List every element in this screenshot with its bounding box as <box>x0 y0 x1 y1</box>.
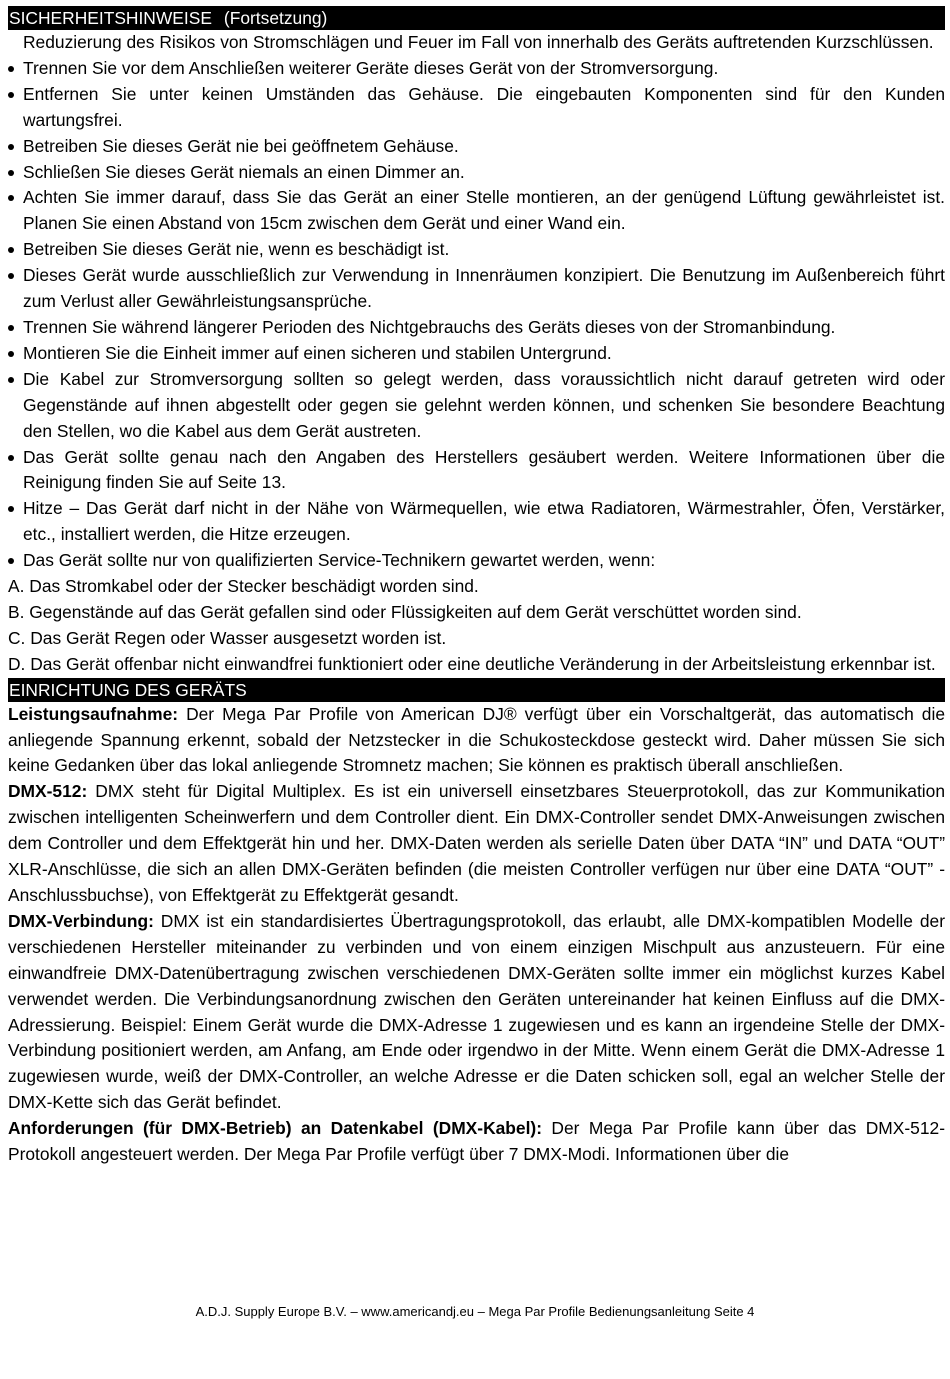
bullet-item: Montieren Sie die Einheit immer auf einen sicheren und stabilen Untergrund. <box>23 342 612 363</box>
paragraph-lead: DMX-512: <box>8 781 88 802</box>
condition-item: B. Gegenstände auf das Gerät gefallen sind oder Flüssigkeiten auf dem Gerät verschüttet worden sind. <box>8 601 802 622</box>
bullet-item: Die Kabel zur Stromversorgung sollten so gelegt werden, dass voraussichtlich nicht darauf getreten wird oder Gegenstände auf ihnen abgestellt oder gegen sie gelehnt werden können, und schenken Sie besondere Beachtung den Stellen, wo die Kabel aus dem Gerät austreten. <box>23 368 945 441</box>
bullet-item: Betreiben Sie dieses Gerät nie, wenn es beschädigt ist. <box>23 239 450 260</box>
bullet-item: Entfernen Sie unter keinen Umständen das Gehäuse. Die eingebauten Komponenten sind für den Kunden wartungsfrei. <box>23 83 945 130</box>
paragraph-dmx-connection <box>8 909 945 1116</box>
paragraph-cable-requirements <box>8 1116 945 1168</box>
section-title: EINRICHTUNG DES GERÄTS <box>9 679 247 700</box>
bullet-item: Betreiben Sie dieses Gerät nie bei geöffnetem Gehäuse. <box>23 135 459 156</box>
paragraph-lead: Anforderungen (für DMX-Betrieb) an Datenkabel (DMX-Kabel): <box>8 1118 543 1139</box>
condition-item: C. Das Gerät Regen oder Wasser ausgesetzt worden ist. <box>8 627 447 648</box>
condition-item: A. Das Stromkabel oder der Stecker beschädigt worden sind. <box>8 576 479 597</box>
paragraph-lead: DMX-Verbindung: <box>8 910 154 931</box>
paragraph-text: DMX steht für Digital Multiplex. Es ist ein universell einsetzbares Steuerprotokoll, das zur Kommunikation zwischen intelligenten Scheinwerfern und dem Controller dient. Ein DMX-Controller sendet DMX-Anweisungen zwischen dem Controller und dem Effektgerät hin und her. DMX-Daten werden als serielle Daten über DATA “IN” und DATA “OUT” XLR-Anschlüsse, die sich an allen DMX-Geräten befinden (die meisten Controller verfügen nur über eine DATA “OUT” - Anschlussbuchse), von Effektgerät zu Effektgerät gesandt. <box>8 781 945 905</box>
bullet-item: Achten Sie immer darauf, dass Sie das Gerät an einer Stelle montieren, an der genügend Lüftung gewährleistet ist. Planen Sie einen Abstand von 15cm zwischen dem Gerät und einer Wand ein. <box>23 187 945 234</box>
safety-bullet-list <box>8 56 945 574</box>
condition-item: D. Das Gerät offenbar nicht einwandfrei funktioniert oder eine deutliche Veränderung in der Arbeitsleistung erkennbar ist. <box>8 653 936 674</box>
bullet-item: Trennen Sie vor dem Anschließen weiterer Geräte dieses Gerät von der Stromversorgung. <box>23 57 719 78</box>
bullet-item: Das Gerät sollte nur von qualifizierten Service-Technikern gewartet werden, wenn: <box>23 550 656 571</box>
continuation-text: Reduzierung des Risikos von Stromschlägen und Feuer im Fall von innerhalb des Geräts auftretenden Kurzschlüssen. <box>23 32 934 52</box>
bullet-item: Trennen Sie während längerer Perioden des Nichtgebrauchs des Geräts dieses von der Stromanbindung. <box>23 316 836 337</box>
bullet-item: Dieses Gerät wurde ausschließlich zur Verwendung in Innenräumen konzipiert. Die Benutzung im Außenbereich führt zum Verlust aller Gewährleistungsansprüche. <box>23 265 945 312</box>
document-page <box>8 6 945 1168</box>
service-conditions-list <box>8 574 945 678</box>
section-subtitle: (Fortsetzung) <box>223 8 328 28</box>
page-footer: A.D.J. Supply Europe B.V. – www.americandj.eu – Mega Par Profile Bedienungsanleitung Seite 4 <box>195 1304 755 1319</box>
paragraph-text: Der Mega Par Profile von American DJ® verfügt über ein Vorschaltgerät, das automatisch die anliegende Spannung erkennt, sobald der Netzstecker in die Schukosteckdose gesteckt wird. Daher müssen Sie sich keine Gedanken über das lokal anliegende Stromnetz machen; Sie können es praktisch überall anschließen. <box>8 703 945 776</box>
bullet-item: Hitze – Das Gerät darf nicht in der Nähe von Wärmequellen, wie etwa Radiatoren, Wärmestrahler, Öfen, Verstärker, etc., installiert werden, die Hitze erzeugen. <box>23 498 945 545</box>
paragraph-lead: Leistungsaufnahme: <box>8 703 179 724</box>
paragraph-text: Der Mega Par Profile kann über das DMX-512-Protokoll angesteuert werden. Der Mega Par Profile verfügt über 7 DMX-Modi. Informationen über die <box>8 1118 945 1165</box>
paragraph-dmx512 <box>8 779 945 909</box>
bullet-item: Schließen Sie dieses Gerät niemals an einen Dimmer an. <box>23 161 465 182</box>
paragraph-text: DMX ist ein standardisiertes Übertragungsprotokoll, das erlaubt, alle DMX-kompatiblen Modelle der verschiedenen Hersteller miteinander zu verbinden und von einem einzigen Mischpult aus anzusteuern. Für eine einwandfreie DMX-Datenübertragung zwischen verschiedenen DMX-Geräten sollte immer ein möglichst kurzes Kabel verwendet werden. Die Verbindungsanordnung zwischen den Geräten untereinander hat keinen Einfluss auf die DMX-Adressierung. Beispiel: Einem Gerät wurde die DMX-Adresse 1 zugewiesen und es kann an irgendeine Stelle der DMX-Verbindung positioniert werden, am Anfang, am Ende oder irgendwo in der Mitte. Wenn einem Gerät die DMX-Adresse 1 zugewiesen wurde, weiß der DMX-Controller, an welche Adresse er die Daten schicken soll, egal an welcher Stelle der DMX-Kette sich das Gerät befindet. <box>8 910 945 1113</box>
bullet-item: Das Gerät sollte genau nach den Angaben des Herstellers gesäubert werden. Weitere Informationen über die Reinigung finden Sie auf Seite 13. <box>23 446 945 493</box>
section-heading-setup <box>8 678 945 702</box>
section-heading-safety <box>8 6 945 30</box>
section-title: SICHERHEITSHINWEISE <box>9 8 212 28</box>
paragraph-power <box>8 702 945 780</box>
